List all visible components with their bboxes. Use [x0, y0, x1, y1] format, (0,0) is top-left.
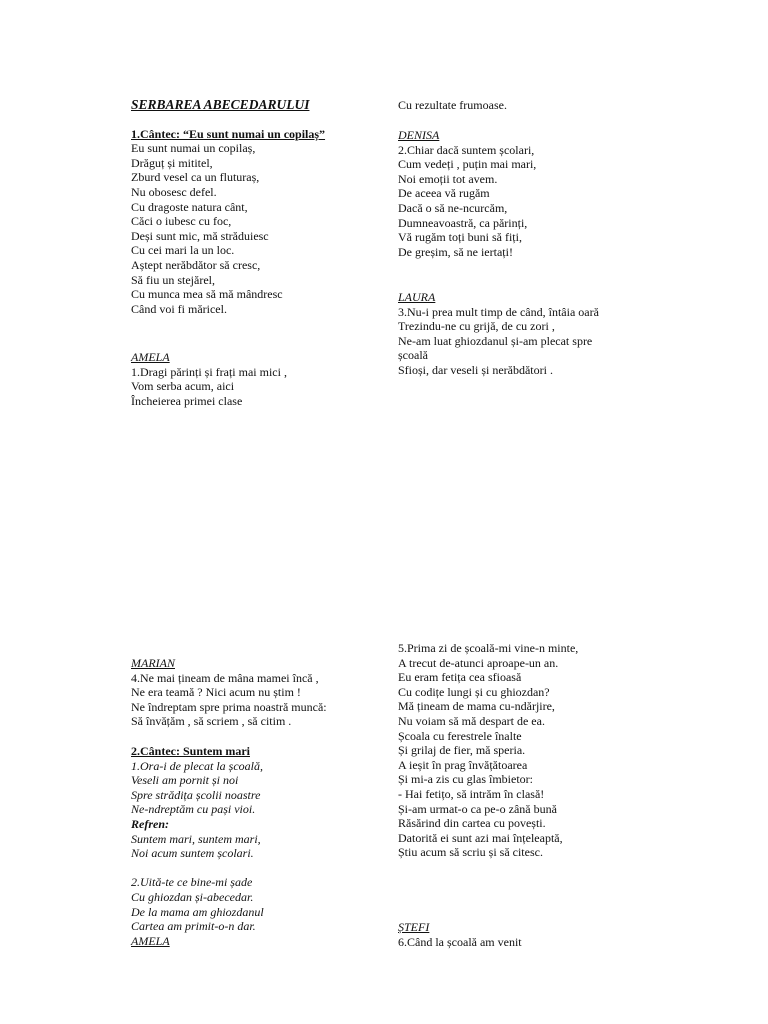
poem-line: Veseli am pornit și noi — [131, 773, 239, 788]
poem-line: Deși sunt mic, mă străduiesc — [131, 228, 269, 243]
poem-line: Să învățăm , să scriem , să citim . — [131, 714, 292, 729]
poem-line: Vă rugăm toți buni să fiți, — [398, 230, 522, 245]
amela-section — [131, 350, 391, 408]
poem-line: Cu dragoste natura cânt, — [131, 199, 248, 214]
poem-line: Știu acum să scriu și să citesc. — [398, 845, 543, 860]
poem-line: Cu rezultate frumoase. — [398, 98, 507, 112]
song2-heading: 2.Cântec: Suntem mari — [131, 744, 250, 758]
poem-line: 2.Uită-te ce bine-mi șade — [131, 875, 253, 890]
poem-line: Suntem mari, suntem mari, — [131, 831, 261, 846]
poem-line: Ne îndreptam spre prima noastră muncă: — [131, 699, 327, 714]
poem-line: Să fiu un stejărel, — [131, 272, 215, 287]
poem-line: Ne-ndreptăm cu pași vioi. — [131, 802, 256, 817]
poem-line: Nu voiam să mă despart de ea. — [398, 713, 545, 728]
poem-line: 1.Dragi părinți și frați mai mici , — [131, 364, 287, 379]
poem-line: De aceea vă rugăm — [398, 186, 490, 201]
poem-line: Datorită ei sunt azi mai înțeleaptă, — [398, 830, 563, 845]
poem-line: Mă țineam de mama cu-ndărjire, — [398, 699, 555, 714]
speaker-name-amela: AMELA — [131, 350, 170, 364]
marian-section — [131, 656, 391, 729]
poem-line: 1.Ora-i de plecat la școală, — [131, 758, 263, 773]
song1-heading: 1.Cântec: “Eu sunt numai un copilaș” — [131, 126, 326, 141]
laura-section — [398, 290, 638, 378]
poem-line: Căci o iubesc cu foc, — [131, 214, 232, 229]
poem-line: Spre strădița școlii noastre — [131, 787, 261, 802]
poem-line: Noi acum suntem școlari. — [131, 846, 254, 861]
poem-line: - Hai fetițo, să intrăm în clasă! — [398, 786, 545, 801]
poem-line: 5.Prima zi de școală-mi vine-n minte, — [398, 641, 579, 655]
speaker-name-denisa: DENISA — [398, 128, 440, 142]
speaker-name-amela: AMELA — [131, 933, 170, 948]
poem-line: Trezindu-ne cu grijă, de cu zori , — [398, 319, 555, 334]
poem-line: Dacă o să ne-ncurcăm, — [398, 200, 508, 215]
poem-line: Vom serba acum, aici — [131, 379, 235, 394]
poem-line: Cartea am primit-o-n dar. — [131, 919, 256, 934]
poem-line: Nu obosesc defel. — [131, 184, 217, 199]
column-top-left — [131, 98, 391, 316]
spacer — [131, 113, 391, 127]
poem-line: Sfioși, dar veseli și nerăbdători . — [398, 362, 553, 377]
poem-line: Cu ghiozdan și-abecedar. — [131, 889, 254, 904]
poem-line: Cu codițe lungi și cu ghiozdan? — [398, 684, 550, 699]
poem-line: Cu cei mari la un loc. — [131, 243, 235, 258]
poem-line: 6.Când la școală am venit — [398, 934, 522, 949]
poem-line: Eu eram fetița cea sfioasă — [398, 670, 522, 685]
poem-line: Noi emoții tot avem. — [398, 171, 498, 186]
poem-line: Când voi fi măricel. — [131, 301, 227, 316]
poem-line: Și-am urmat-o ca pe-o zână bună — [398, 801, 557, 816]
poem-line: Dumneavoastră, ca părinți, — [398, 215, 528, 230]
poem-line: Răsărind din cartea cu povești. — [398, 816, 546, 831]
poem-line: A trecut de-atunci aproape-un an. — [398, 655, 559, 670]
spacer — [131, 861, 391, 876]
poem-line: Drăguț și mititel, — [131, 155, 213, 170]
poem-line: Aștept nerăbdător să cresc, — [131, 257, 261, 272]
poem-line: De la mama am ghiozdanul — [131, 904, 264, 919]
poem-line: Școala cu ferestrele înalte — [398, 728, 522, 743]
poem-line: A ieșit în prag învățătoarea — [398, 757, 528, 772]
poem-line: Eu sunt numai un copilaș, — [131, 141, 256, 156]
verse5-section — [398, 641, 648, 860]
poem-line: Și grilaj de fier, mă speria. — [398, 743, 526, 758]
poem-line: Zburd vesel ca un fluturaș, — [131, 170, 260, 185]
speaker-name-laura: LAURA — [398, 290, 436, 304]
speaker-name-marian: MARIAN — [131, 656, 175, 670]
poem-line: școală — [398, 348, 428, 363]
poem-line: Ne era teamă ? Nici acum nu știm ! — [131, 685, 301, 700]
page-title: SERBAREA ABECEDARULUI — [131, 97, 310, 112]
column-top-right — [398, 98, 638, 113]
denisa-section — [398, 128, 638, 259]
poem-line: De greșim, să ne iertați! — [398, 244, 513, 259]
poem-line: 2.Chiar dacă suntem școlari, — [398, 142, 535, 157]
poem-line: 3.Nu-i prea mult timp de când, întâia oară — [398, 304, 599, 319]
song2-section — [131, 744, 391, 948]
refrain-label: Refren: — [131, 816, 169, 831]
stefi-section — [398, 920, 648, 949]
poem-line: Ne-am luat ghiozdanul și-am plecat spre — [398, 333, 593, 348]
poem-line: 4.Ne mai țineam de mâna mamei încă , — [131, 670, 319, 685]
poem-line: Și mi-a zis cu glas îmbietor: — [398, 772, 533, 787]
poem-line: Încheierea primei clase — [131, 393, 243, 408]
poem-line: Cu munca mea să mă mândresc — [131, 287, 283, 302]
speaker-name-stefi: ȘTEFI — [398, 920, 430, 934]
poem-line: Cum vedeți , puțin mai mari, — [398, 157, 537, 172]
